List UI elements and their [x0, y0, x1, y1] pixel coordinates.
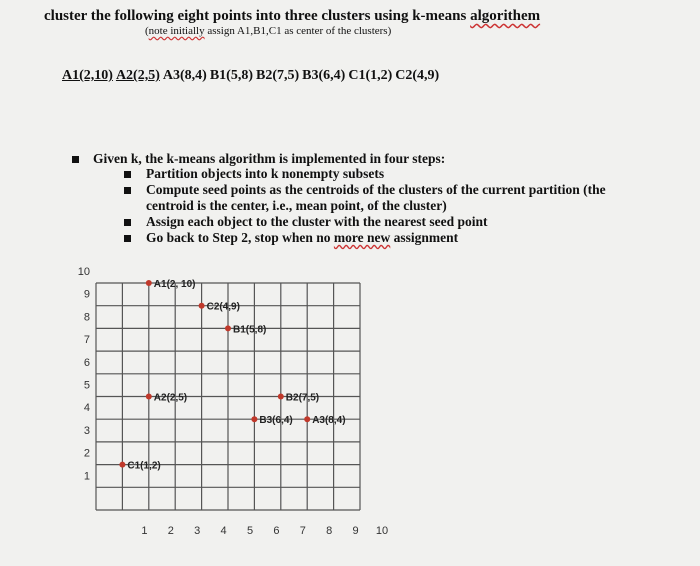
x-tick-label: 3	[194, 525, 201, 537]
step-text: Compute seed points as the centroids of the clusters of the current partition (the centroid is the center, i.e., mean point, of the cluster)	[146, 182, 606, 213]
y-tick-label: 1	[83, 470, 90, 483]
data-point-a3	[304, 416, 310, 422]
x-tick-label: 10	[375, 525, 389, 537]
step-text: Assign each object to the cluster with the nearest seed point	[146, 214, 488, 229]
step-text: Partition objects into k nonempty subsets	[146, 166, 385, 181]
data-label-a1: A1(2, 10)	[153, 279, 196, 290]
y-tick-label: 7	[83, 334, 90, 347]
algorithm-intro-text: Given k, the k-means algorithm is implemented in four steps:	[93, 151, 446, 166]
step4-prefix: Go back to Step 2, stop when no	[146, 230, 334, 245]
step4-flagged-words: more new	[333, 230, 391, 245]
data-point-b2	[278, 394, 284, 400]
y-tick-label: 9	[83, 288, 90, 301]
point-label-b1: B1(5,8)	[209, 68, 253, 83]
point-label-a1: A1(2,10)	[62, 68, 113, 83]
data-point-b1	[225, 325, 231, 331]
data-point-c2	[199, 303, 205, 309]
x-tick-label: 5	[246, 525, 254, 537]
point-label-b2: B2(7,5)	[255, 68, 300, 83]
data-label-a3: A3(8,4)	[312, 415, 346, 427]
y-tick-label: 5	[83, 379, 90, 392]
data-label-b1: B1(5,8)	[233, 324, 267, 336]
y-tick-label: 6	[83, 356, 90, 369]
data-label-c1: C1(1,2)	[127, 460, 161, 472]
point-label-c2: C2(4,9)	[395, 68, 440, 83]
data-point-a2	[146, 394, 152, 400]
data-label-a2: A2(2,5)	[153, 392, 188, 404]
x-tick-label: 2	[167, 525, 174, 537]
title-flagged-word: algorithem	[470, 8, 541, 24]
data-point-a1	[146, 280, 152, 286]
data-label-b3: B3(6,4)	[259, 415, 293, 427]
y-tick-label: 10	[77, 266, 90, 278]
x-tick-label: 8	[326, 525, 333, 537]
point-label-a3: A3(8,4)	[162, 68, 207, 83]
y-tick-label: 4	[83, 402, 90, 415]
point-label-c1: C1(1,2)	[348, 68, 393, 83]
data-label-c2: C2(4,9)	[206, 301, 240, 313]
data-point-b3	[251, 416, 257, 422]
x-tick-label: 6	[273, 525, 280, 537]
point-label-b3: B3(6,4)	[302, 68, 346, 83]
x-tick-label: 1	[141, 525, 148, 537]
point-label-a2: A2(2,5)	[115, 68, 160, 83]
data-point-c1	[119, 462, 125, 468]
x-tick-label: 7	[299, 525, 306, 537]
data-label-b2: B2(7,5)	[285, 392, 320, 404]
note-flagged-words: note initially	[148, 25, 205, 37]
y-tick-label: 8	[83, 311, 90, 324]
note-rest: assign A1,B1,C1 as center of the clusters)	[204, 25, 392, 37]
y-tick-label: 3	[83, 424, 90, 437]
step4-suffix: assignment	[390, 230, 459, 245]
x-tick-label: 9	[352, 525, 359, 537]
title-text: cluster the following eight points into three clusters using k-means	[44, 8, 471, 24]
note-open: (	[145, 25, 149, 37]
y-tick-label: 2	[83, 447, 90, 460]
x-tick-label: 4	[220, 525, 227, 537]
